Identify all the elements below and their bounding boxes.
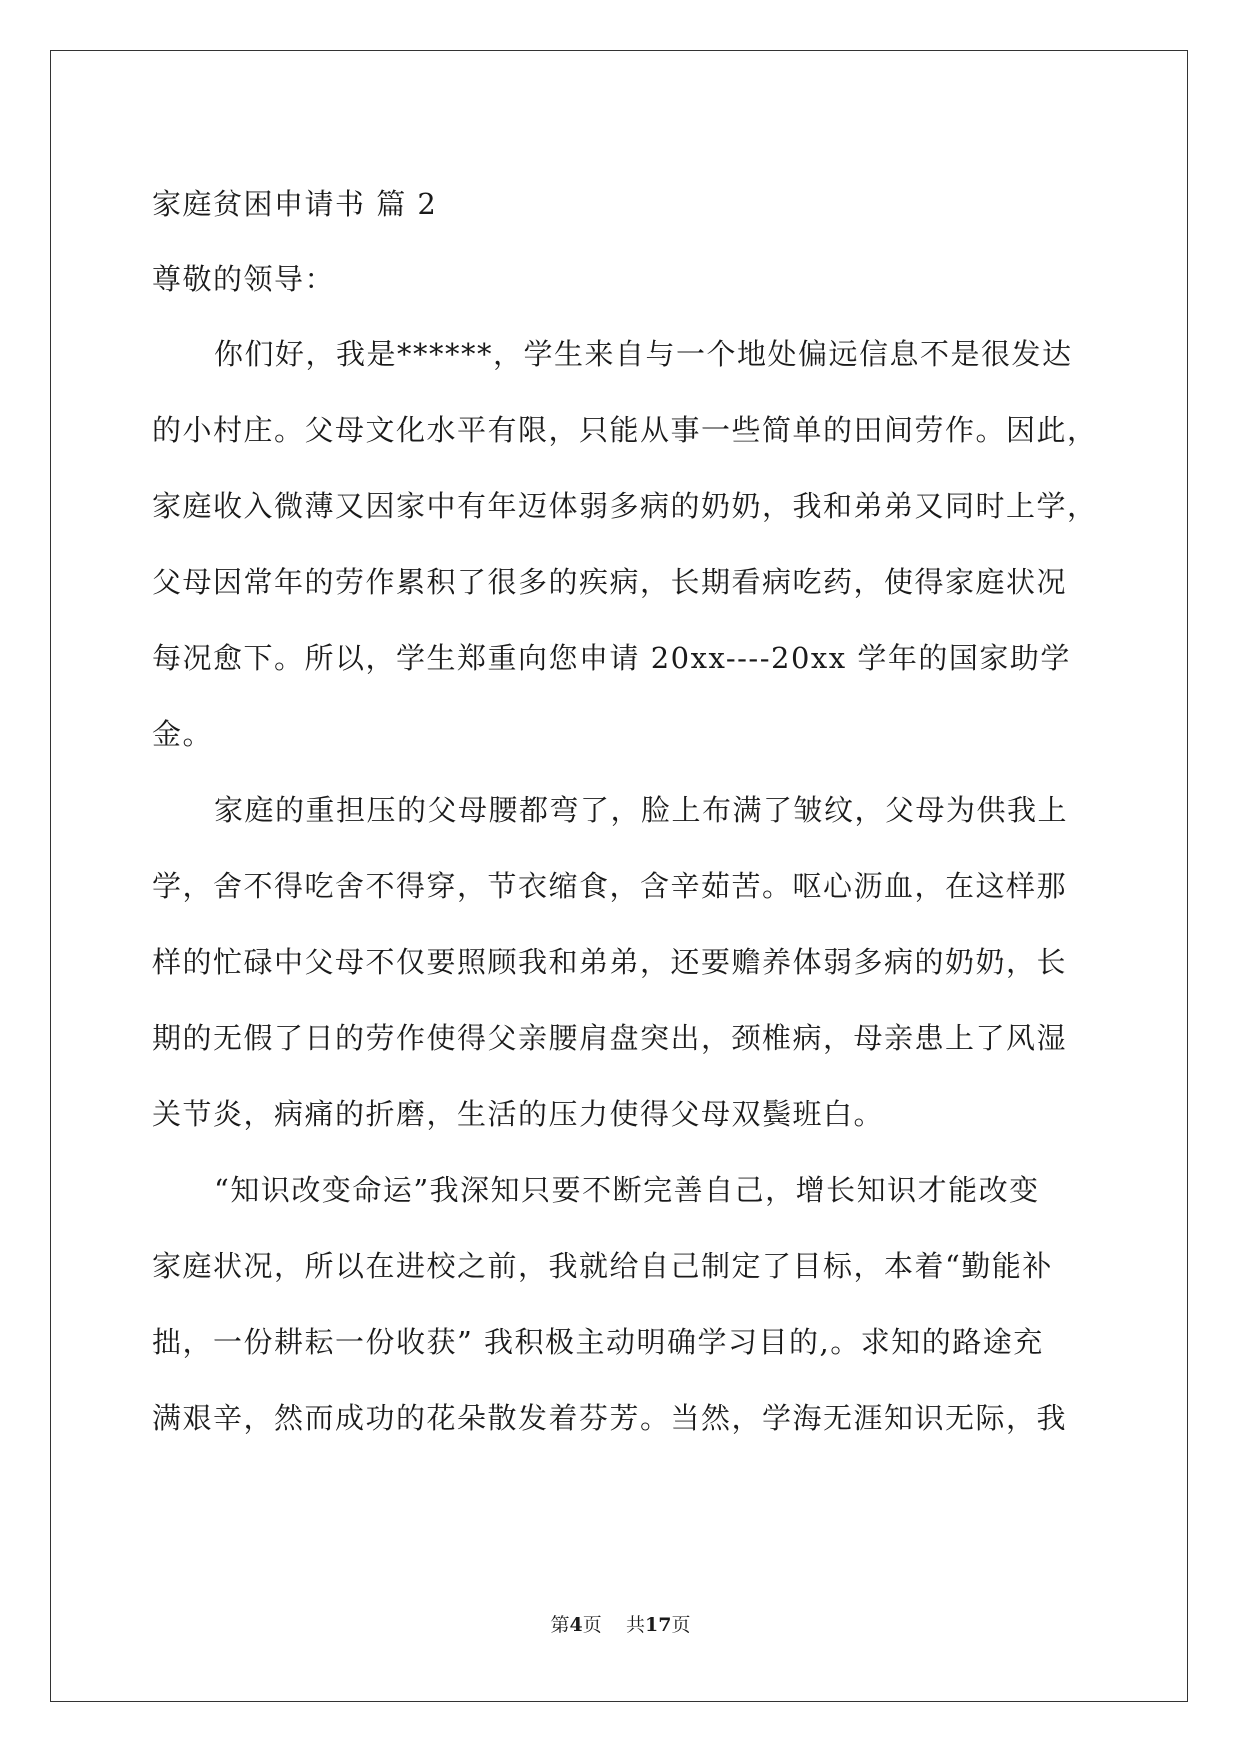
text-line: 父母因常年的劳作累积了很多的疾病，长期看病吃药，使得家庭状况 [152, 565, 1068, 599]
text-line: 满艰辛，然而成功的花朵散发着芬芳。当然，学海无涯知识无际，我 [152, 1401, 1068, 1435]
page-number: 4 [569, 1614, 583, 1636]
paragraph-2 [152, 772, 1097, 1152]
text-line: 期的无假了日的劳作使得父亲腰肩盘突出，颈椎病，母亲患上了风湿 [152, 1021, 1068, 1055]
text-line: 学，舍不得吃舍不得穿，节衣缩食，含辛茹苦。呕心沥血，在这样那 [152, 869, 1068, 903]
text-line: 你们好，我是******，学生来自与一个地处偏远信息不是很发达 [214, 337, 1073, 371]
paragraph-1 [152, 316, 1097, 772]
text-line: 关节炎，病痛的折磨，生活的压力使得父母双鬓班白。 [152, 1097, 885, 1131]
page-suffix: 页 [582, 1614, 602, 1636]
text-line: 样的忙碌中父母不仅要照顾我和弟弟，还要赡养体弱多病的奶奶，长 [152, 945, 1068, 979]
document-body [152, 166, 1097, 1456]
paragraph-3 [152, 1152, 1097, 1456]
text-line: 家庭收入微薄又因家中有年迈体弱多病的奶奶，我和弟弟又同时上学， [152, 489, 1098, 523]
text-line: 家庭的重担压的父母腰都弯了，脸上布满了皱纹，父母为供我上 [214, 793, 1069, 827]
text-line: 金。 [152, 717, 214, 751]
text-line: 的小村庄。父母文化水平有限，只能从事一些简单的田间劳作。因此， [152, 413, 1098, 447]
total-pages: 17 [644, 1614, 672, 1636]
salutation: 尊敬的领导： [152, 262, 336, 296]
text-line: “知识改变命运”我深知只要不断完善自己，增长知识才能改变 [214, 1173, 1040, 1207]
text-line: 每况愈下。所以，学生郑重向您申请 20xx----20xx 学年的国家助学 [152, 641, 1071, 675]
text-line: 家庭状况，所以在进校之前，我就给自己制定了目标，本着“勤能补 [152, 1249, 1053, 1283]
total-suffix: 页 [671, 1614, 691, 1636]
document-title: 家庭贫困申请书 篇 2 [152, 187, 438, 221]
total-prefix: 共 [625, 1614, 645, 1636]
page-prefix: 第 [550, 1614, 570, 1636]
page-footer [0, 1610, 1241, 1637]
text-line: 拙，一份耕耘一份收获” 我积极主动明确学习目的,。求知的路途充 [152, 1325, 1044, 1359]
